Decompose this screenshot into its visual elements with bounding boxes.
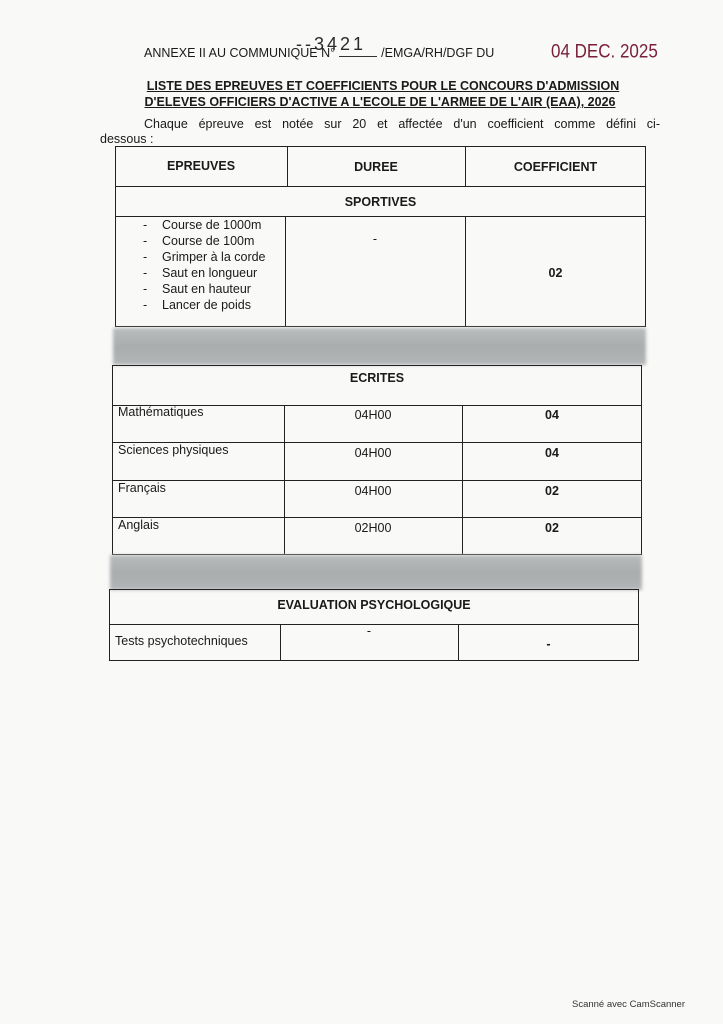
sport-events-list xyxy=(143,217,266,313)
sportives-coefficient: 02 xyxy=(548,266,563,280)
psycho-duree: - xyxy=(366,624,372,638)
reference-number: --3421 xyxy=(296,34,367,54)
intro-line-2: dessous : xyxy=(100,132,154,146)
list-item: - Saut en longueur xyxy=(143,266,258,280)
psycho-coefficient: - xyxy=(546,637,551,651)
section-sportives: SPORTIVES xyxy=(344,195,417,209)
table-row-coefficient: 04 xyxy=(545,408,559,422)
table-row-coefficient: 04 xyxy=(545,446,559,460)
table-row-epreuve: Sciences physiques xyxy=(118,443,229,457)
table-row-epreuve: Anglais xyxy=(118,518,159,532)
header-duree: DUREE xyxy=(354,160,398,174)
table-row-epreuve: Français xyxy=(118,481,166,495)
table-row-duree: 04H00 xyxy=(354,484,392,498)
table-row-coefficient: 02 xyxy=(545,521,559,535)
title-line-2: D'ELEVES OFFICIERS D'ACTIVE A L'ECOLE DE L'ARMEE DE L'AIR (EAA), 2026 xyxy=(144,95,616,109)
header-coefficient: COEFFICIENT xyxy=(513,160,598,174)
table-row-duree: 04H00 xyxy=(354,408,392,422)
table-row-coefficient: 02 xyxy=(545,484,559,498)
sportives-duration: - xyxy=(372,232,378,246)
title-line-1: LISTE DES EPREUVES ET COEFFICIENTS POUR LE CONCOURS D'ADMISSION xyxy=(146,79,620,93)
list-item: - Course de 100m xyxy=(143,234,255,248)
header-epreuves: EPREUVES xyxy=(166,159,236,173)
intro-paragraph xyxy=(100,117,660,147)
list-item: - Course de 1000m xyxy=(143,218,262,232)
redacted-band xyxy=(113,328,646,365)
annex-suffix: /EMGA/RH/DGF DU xyxy=(381,46,495,60)
annex-prefix: ANNEXE II AU COMMUNIQUE N° xyxy=(144,46,336,60)
list-item: - Grimper à la corde xyxy=(143,250,266,264)
intro-line-1: Chaque épreuve est notée sur 20 et affectée d'un coefficient comme défini ci- xyxy=(144,117,660,131)
list-item: - Lancer de poids xyxy=(143,298,251,312)
redacted-band xyxy=(110,555,642,590)
scanner-watermark: Scanné avec CamScanner xyxy=(572,999,686,1010)
list-item: - Saut en hauteur xyxy=(143,282,251,296)
date-stamp: 04 DEC. 2025 xyxy=(551,40,658,62)
section-ecrites: ECRITES xyxy=(349,371,405,385)
table-row-duree: 02H00 xyxy=(354,521,392,535)
psycho-epreuve: Tests psychotechniques xyxy=(115,634,248,648)
section-psycho: EVALUATION PSYCHOLOGIQUE xyxy=(277,598,471,612)
table-row-duree: 04H00 xyxy=(354,446,392,460)
table-row-epreuve: Mathématiques xyxy=(118,405,204,419)
